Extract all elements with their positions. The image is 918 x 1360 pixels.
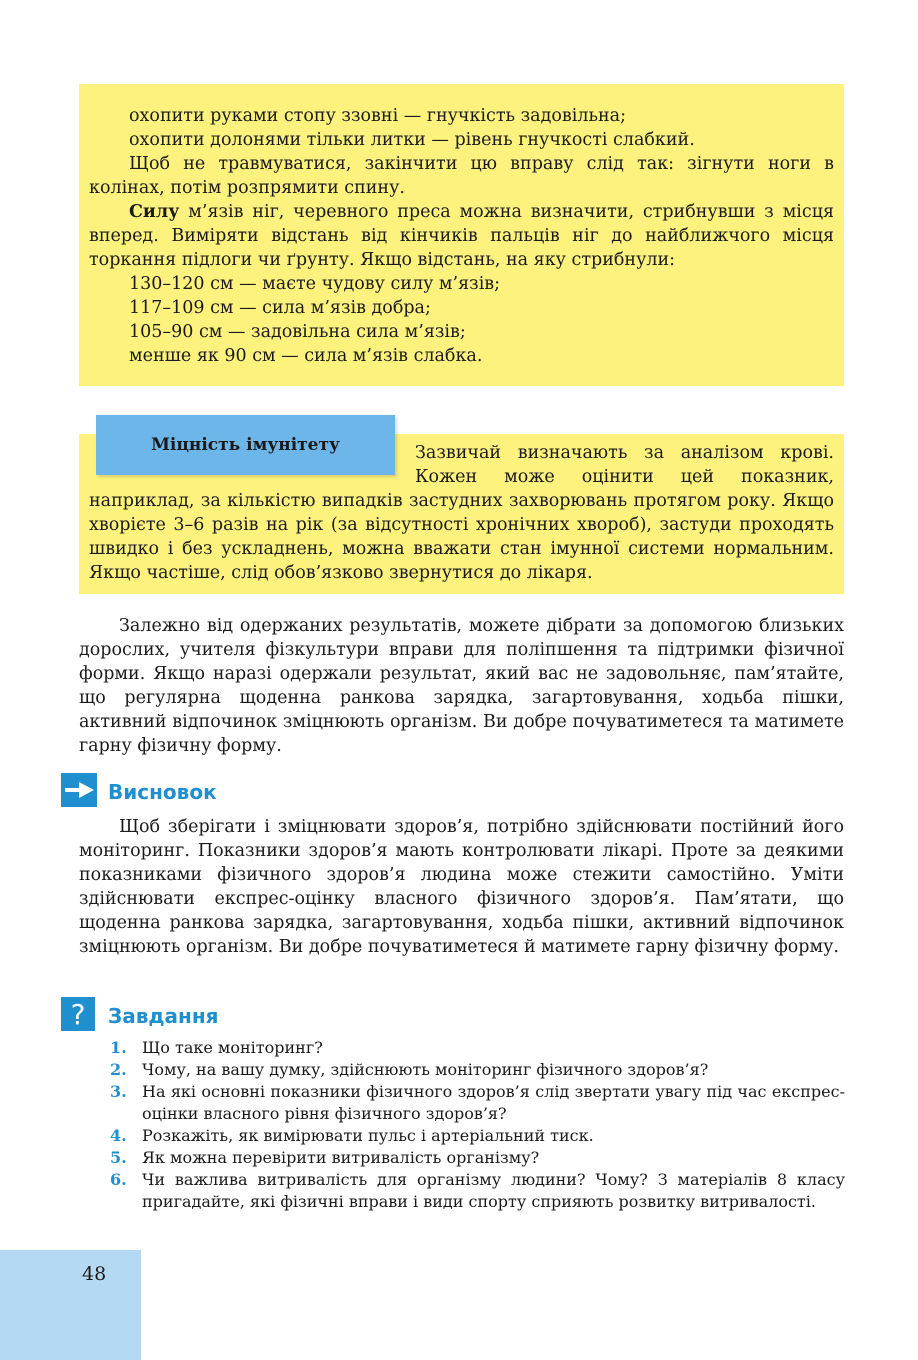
conclusion-paragraph bbox=[79, 815, 844, 959]
result-line-4: менше як 90 см — сила м’язів слабка. bbox=[129, 346, 483, 366]
strength-text: м’язів ніг, черевного преса можна визначити, стрибнувши з місця вперед. Виміряти відстань від кінчиків пальців ніг до найближчого місця торкання підлоги чи ґрунту. Якщо відстань, на яку стрибнули: bbox=[89, 202, 834, 270]
task-text: На які основні показники фізичного здоров’я слід звертати увагу під час експрес-оцінки власного рівня фізичного здоров’я? bbox=[142, 1082, 845, 1123]
arrow-icon bbox=[61, 773, 97, 807]
result-line-2: 117–109 см — сила м’язів добра; bbox=[129, 298, 431, 318]
task-number: 3. bbox=[110, 1082, 127, 1101]
strength-bold: Силу bbox=[129, 202, 180, 222]
task-item bbox=[110, 1059, 845, 1081]
main-paragraph bbox=[79, 614, 844, 758]
immunity-label: Міцність імунітету bbox=[96, 415, 395, 475]
task-item bbox=[110, 1169, 845, 1213]
task-item bbox=[110, 1037, 845, 1059]
task-text: Чому, на вашу думку, здійснюють моніторинг фізичного здоров’я? bbox=[142, 1060, 709, 1079]
immunity-text: Зазвичай визначають за аналізом крові. Кожен може оцінити цей показник, наприклад, за кількістю випадків застудних захворювань протягом року. Якщо хворієте 3–6 разів на рік (за відсутності хронічних хвороб), застуди проходять швидко і без ускладнень, можна вважати стан імунної системи нормальним. Якщо частіше, слід обов’язково звернутися до лікаря. bbox=[89, 443, 834, 583]
injury-paragraph: Щоб не травмуватися, закінчити цю вправу слід так: зігнути ноги в колінах, потім розпрямити спину. bbox=[89, 154, 834, 198]
task-item bbox=[110, 1125, 845, 1147]
task-item bbox=[110, 1147, 845, 1169]
tasks-list bbox=[110, 1037, 845, 1213]
fitness-test-box bbox=[79, 84, 844, 386]
question-icon: ? bbox=[61, 997, 95, 1031]
page-number: 48 bbox=[82, 1263, 107, 1285]
task-number: 2. bbox=[110, 1060, 127, 1079]
result-line-1: 130–120 см — маєте чудову силу м’язів; bbox=[129, 274, 501, 294]
task-number: 4. bbox=[110, 1126, 127, 1145]
task-text: Чи важлива витривалість для організму людини? Чому? З матеріалів 8 класу пригадайте, які фізичні вправи і види спорту сприяють розвитку витривалості. bbox=[142, 1170, 845, 1211]
flexibility-line-2: охопити долонями тільки литки — рівень гнучкості слабкий. bbox=[129, 130, 695, 150]
task-text: Що таке моніторинг? bbox=[142, 1038, 323, 1057]
strength-paragraph bbox=[89, 200, 834, 272]
task-number: 5. bbox=[110, 1148, 127, 1167]
main-paragraph-text: Залежно від одержаних результатів, можете дібрати за допомогою близьких дорослих, учителя фізкультури вправи для поліпшення та підтримки фізичної форми. Якщо наразі одержали результат, який вас не задовольняє, пам’ятайте, що регулярна щоденна ранкова зарядка, загартовування, ходьба пішки, активний відпочинок зміцнюють організм. Ви добре почуватиметеся та матимете гарну фізичну форму. bbox=[79, 616, 844, 756]
task-item bbox=[110, 1081, 845, 1125]
task-text: Розкажіть, як вимірювати пульс і артеріальний тиск. bbox=[142, 1126, 594, 1145]
result-line-3: 105–90 см — задовільна сила м’язів; bbox=[129, 322, 466, 342]
tasks-heading: Завдання bbox=[108, 1004, 219, 1028]
task-text: Як можна перевірити витривалість організму? bbox=[142, 1148, 540, 1167]
task-number: 1. bbox=[110, 1038, 127, 1057]
page-number-box bbox=[0, 1250, 141, 1360]
conclusion-heading: Висновок bbox=[108, 780, 217, 804]
flexibility-line-1: охопити руками стопу ззовні — гнучкість задовільна; bbox=[129, 106, 626, 126]
task-number: 6. bbox=[110, 1170, 127, 1189]
conclusion-text: Щоб зберігати і зміцнювати здоров’я, потрібно здійснювати постійний його моніторинг. Показники здоров’я мають контролювати лікарі. Проте за деякими показниками фізичного здоров’я людина може стежити самостійно. Уміти здійснювати експрес-оцінку власного фізичного здоров’я. Пам’ятати, що щоденна ранкова зарядка, загартовування, ходьба пішки, активний відпочинок зміцнюють організм. Ви добре почуватиметеся й матимете гарну фізичну форму. bbox=[79, 817, 844, 957]
